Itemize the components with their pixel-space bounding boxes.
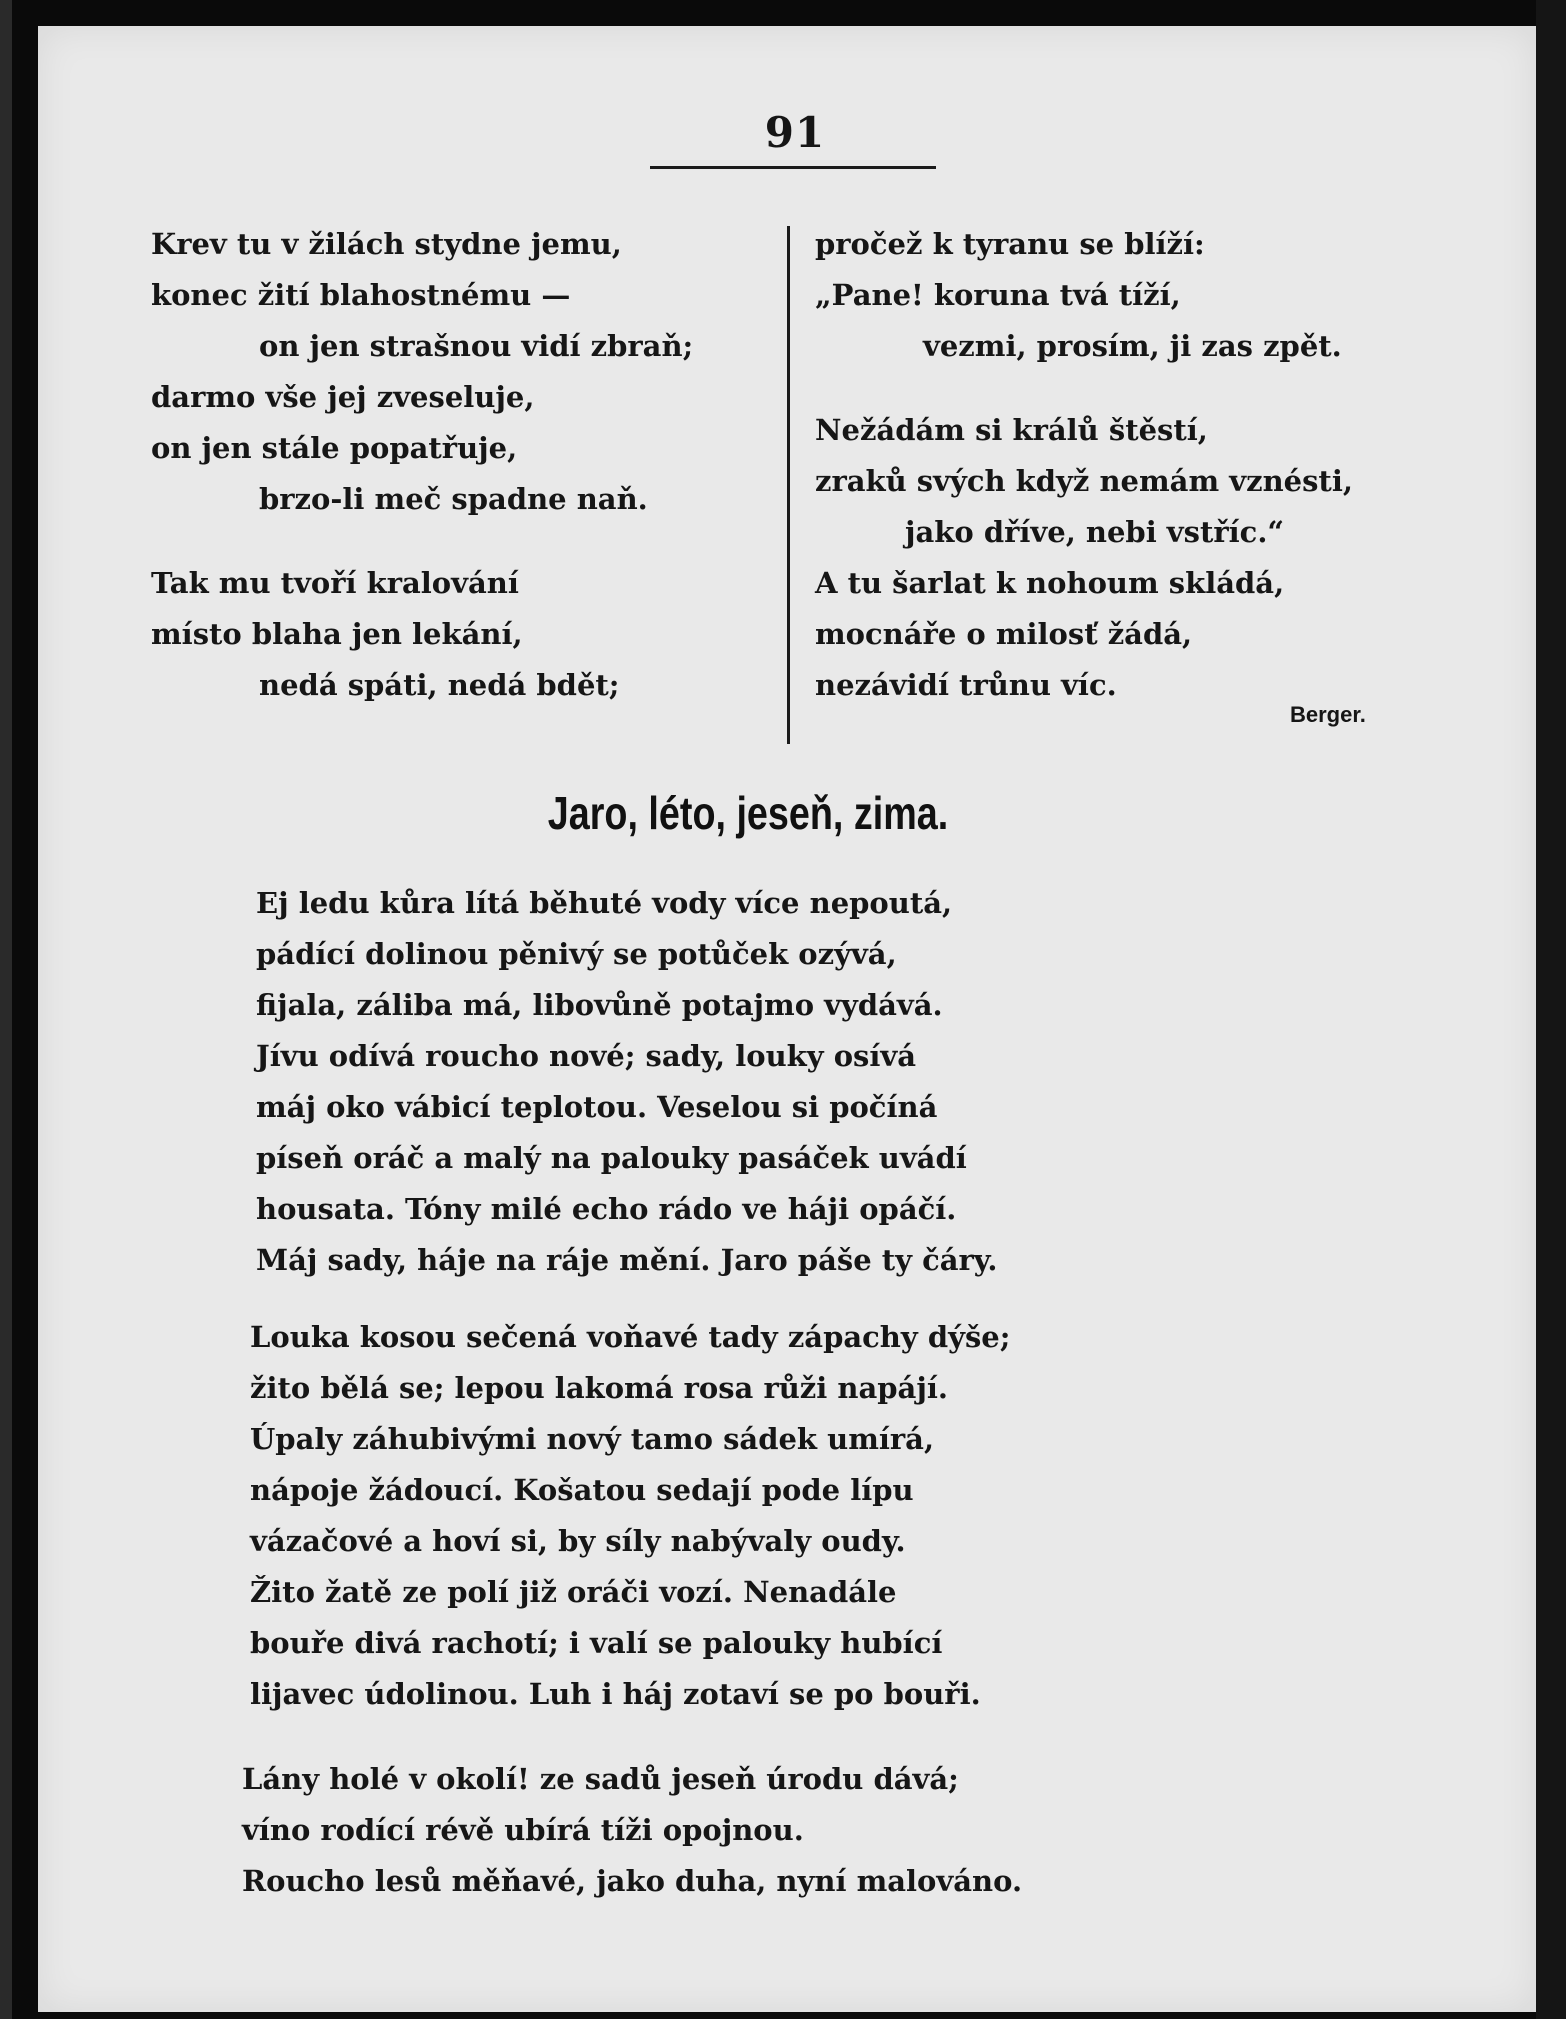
verse-line: Louka kosou sečená voňavé tady zápachy dýše; [250,1320,1011,1354]
verse-line: fijala, záliba má, libovůně potajmo vydává. [256,988,943,1022]
verse-line: vázačové a hoví si, by síly nabývaly oudy. [250,1524,906,1558]
verse-line: píseň oráč a malý na palouky pasáček uvádí [256,1141,967,1175]
verse-line: A tu šarlat k nohoum skládá, [815,566,1285,600]
verse-line: Nežádám si králů štěstí, [815,413,1208,447]
verse-line: místo blaha jen lekání, [151,617,523,651]
poem-paragraph-autumn [242,1754,1022,1907]
column-divider [787,226,790,744]
author-signature: Berger. [1290,702,1366,727]
verse-line: Lány holé v okolí! ze sadů jeseň úrodu dává; [242,1762,959,1796]
verse-line: pročež k tyranu se blíží: [815,227,1205,261]
verse-line: Ej ledu kůra lítá běhuté vody více nepoutá, [256,886,953,920]
verse-line: Úpaly záhubivými nový tamo sádek umírá, [250,1422,935,1456]
poem-left-column [151,219,693,711]
verse-line: Žito žatě ze polí již oráči vozí. Nenadále [250,1575,897,1609]
poem-paragraph-summer [250,1312,1010,1720]
verse-line: víno rodící révě ubírá tíži opojnou. [242,1813,804,1847]
verse-line: pádící dolinou pěnivý se potůček ozývá, [256,937,897,971]
verse-line: darmo vše jej zveseluje, [151,380,535,414]
header-rule [650,166,936,169]
verse-line: Máj sady, háje na ráje mění. Jaro páše ty čáry. [256,1243,998,1277]
verse-line: zraků svých když nemám vznésti, [815,464,1353,498]
page-number: 91 [764,108,826,157]
verse-line: mocnáře o milosť žádá, [815,617,1193,651]
verse-line: bouře divá rachotí; i valí se palouky hubící [250,1626,943,1660]
poem-paragraph-spring [256,878,997,1286]
verse-line: Krev tu v žilách stydne jemu, [151,227,622,261]
verse-line: jako dříve, nebi vstříc.“ [905,515,1285,549]
book-page [38,26,1536,2012]
verse-line: vezmi, prosím, ji zas zpět. [923,329,1342,363]
verse-line: Tak mu tvoří kralování [151,566,519,600]
verse-line: brzo-li meč spadne naň. [259,482,648,516]
verse-line: máj oko vábicí teplotou. Veselou si počíná [256,1090,938,1124]
scan-left-edge [0,0,12,2019]
stanza-gap [815,372,1353,405]
verse-line: „Pane! koruna tvá tíží, [815,278,1181,312]
verse-line: on jen stále popatřuje, [151,431,518,465]
verse-line: on jen strašnou vidí zbraň; [259,329,694,363]
stanza-gap [151,525,693,558]
verse-line: Roucho lesů měňavé, jako duha, nyní malováno. [242,1864,1023,1898]
verse-line: nápoje žádoucí. Košatou sedají pode lípu [250,1473,914,1507]
verse-line: žito bělá se; lepou lakomá rosa růži napájí. [250,1371,948,1405]
verse-line: housata. Tóny milé echo rádo ve háji opáčí. [256,1192,957,1226]
verse-line: lijavec údolinou. Luh i háj zotaví se po bouři. [250,1677,981,1711]
poem-right-column [815,219,1353,711]
verse-line: nedá spáti, nedá bdět; [259,668,620,702]
verse-line: konec žití blahostnému — [151,278,571,312]
poem-title: Jaro, léto, jeseň, zima. [547,787,949,839]
verse-line: Jívu odívá roucho nové; sady, louky osívá [256,1039,917,1073]
verse-line: nezávidí trůnu víc. [815,668,1117,702]
scan-right-edge [1536,0,1566,2019]
